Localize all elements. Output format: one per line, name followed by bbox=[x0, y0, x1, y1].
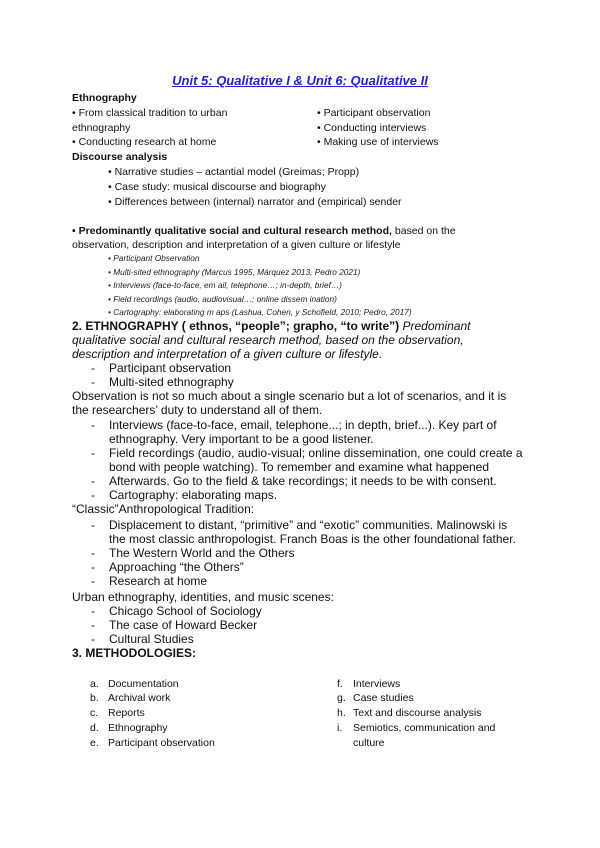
list-item: - Afterwards. Go to the field & take recordings; it needs to be with consent. bbox=[91, 474, 497, 488]
ethnography-right-item: • Making use of interviews bbox=[317, 136, 439, 148]
method-line bbox=[72, 224, 456, 238]
observation-line: Observation is not so much about a single scenario but a lot of scenarios, and it is bbox=[72, 389, 507, 403]
list-item: - Field recordings (audio, audio-visual; online dissemination, one could create a bbox=[91, 446, 523, 460]
observation-line: the researchers’ duty to understand all of them. bbox=[72, 403, 323, 417]
list-item: - Displacement to distant, “primitive” and “exotic” communities. Malinowski is bbox=[91, 518, 508, 532]
discourse-item: • Differences between (internal) narrator and (empirical) sender bbox=[108, 196, 402, 208]
list-item: - Cultural Studies bbox=[91, 632, 194, 646]
discourse-heading: Discourse analysis bbox=[72, 151, 168, 163]
discourse-item: • Narrative studies – actantial model (Greimas; Propp) bbox=[108, 166, 360, 178]
ethnography-heading: Ethnography bbox=[72, 92, 137, 104]
methodology-item: culture bbox=[353, 737, 385, 749]
urban-heading: Urban ethnography, identities, and music scenes: bbox=[72, 590, 334, 604]
methodology-item: i. Semiotics, communication and bbox=[337, 722, 496, 734]
list-item-cont: ethnography. Very important to be a good listener. bbox=[109, 432, 374, 446]
ethnography-right-item: • Participant observation bbox=[317, 107, 431, 119]
section-2-heading bbox=[72, 320, 471, 334]
list-item-cont: bond with people watching). To remember and examine what happened bbox=[109, 460, 490, 474]
method-item: • Field recordings (audio, audiovisual…; online dissem ination) bbox=[108, 294, 337, 304]
section-2-title: 2. ETHNOGRAPHY ( ethnos, “people”; grapho, “to write”) bbox=[72, 319, 400, 333]
list-item-cont: the most classic anthropologist. Franch Boas is the other foundational father. bbox=[109, 532, 516, 546]
methodology-item: g. Case studies bbox=[337, 692, 414, 704]
ethnography-left-item: • From classical tradition to urban bbox=[72, 107, 228, 119]
list-item: - Cartography: elaborating maps. bbox=[91, 488, 278, 502]
section-2-desc-line: qualitative social and cultural research method, based on the observation, bbox=[72, 333, 464, 347]
list-item: - Participant observation bbox=[91, 361, 232, 375]
ethnography-right-item: • Conducting interviews bbox=[317, 122, 427, 134]
section-2-desc: Predominant bbox=[399, 319, 471, 333]
methodology-item: d. Ethnography bbox=[90, 722, 168, 734]
method-item: • Participant Observation bbox=[108, 253, 200, 263]
list-item: - Interviews (face-to-face, email, telephone...; in depth, brief...). Key part of bbox=[91, 418, 497, 432]
list-item: - The Western World and the Others bbox=[91, 546, 295, 560]
methodology-item: h. Text and discourse analysis bbox=[337, 707, 482, 719]
methodology-item: f. Interviews bbox=[337, 678, 401, 690]
methodology-item: b. Archival work bbox=[90, 692, 171, 704]
classic-heading: “Classic”Anthropological Tradition: bbox=[72, 502, 255, 516]
ethnography-left-item: ethnography bbox=[72, 122, 131, 134]
page-title: Unit 5: Qualitative I & Unit 6: Qualitative II bbox=[172, 73, 428, 88]
methodology-item: c. Reports bbox=[90, 707, 145, 719]
method-line-2: observation, description and interpretation of a given culture or lifestyle bbox=[72, 239, 401, 251]
list-item: - Approaching “the Others” bbox=[91, 560, 244, 574]
methodology-item: e. Participant observation bbox=[90, 737, 215, 749]
method-item: • Interviews (face-to-face, em ail, telephone…; in-depth, brief…) bbox=[108, 280, 342, 290]
methodology-item: a. Documentation bbox=[90, 678, 179, 690]
method-rest: based on the bbox=[391, 225, 456, 237]
method-item: • Cartography: elaborating m aps (Lashua, Cohen, y Schofield, 2010; Pedro, 2017) bbox=[108, 307, 412, 317]
discourse-item: • Case study: musical discourse and biography bbox=[108, 181, 326, 193]
list-item: - Multi-sited ethnography bbox=[91, 375, 234, 389]
ethnography-left-item: • Conducting research at home bbox=[72, 136, 217, 148]
section-2-desc-line: description and interpretation of a given culture or lifestyle. bbox=[72, 347, 383, 361]
list-item: - Research at home bbox=[91, 574, 208, 588]
method-item: • Multi-sited ethnography (Marcus 1995, Márquez 2013, Pedro 2021) bbox=[108, 267, 361, 277]
section-3-heading: 3. METHODOLOGIES: bbox=[72, 646, 197, 660]
list-item: - Chicago School of Sociology bbox=[91, 604, 262, 618]
list-item: - The case of Howard Becker bbox=[91, 618, 258, 632]
method-bold: • Predominantly qualitative social and cultural research method, bbox=[72, 225, 392, 237]
